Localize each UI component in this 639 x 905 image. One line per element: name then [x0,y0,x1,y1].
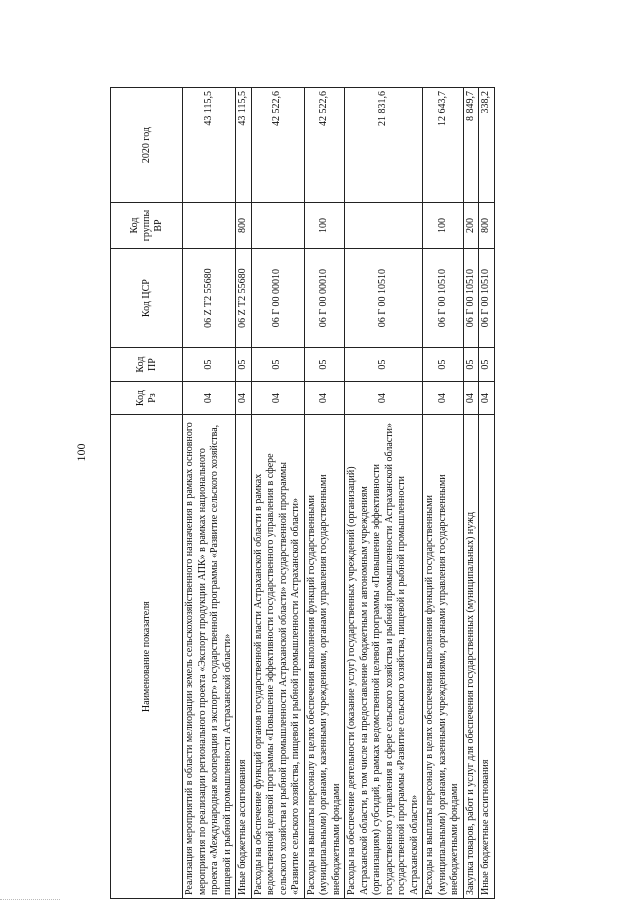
header-pr: Код ПР [111,348,183,382]
cell-name: Закупка товаров, работ и услуг для обеспечения государственных (муниципальных) нужд [463,415,479,899]
cell-name: Иные бюджетные ассигнования [236,415,252,899]
cell-pr: 05 [423,348,464,382]
table-row [479,88,495,899]
cell-csr: 06 Г 00 00010 [304,248,345,347]
cell-rz: 04 [304,381,345,415]
cell-name: Расходы на обеспечение деятельности (оказание услуг) государственных учреждений (организаций) Астраханской области, в том числе на предоставление бюджетным и автономным учреждениям (организациям) субсидий, в рамках ведомственной целевой программы «Повышение эффективности государственного управления в сфере сельского хозяйства и рыбной промышленности Астраханской области» государственной программы «Развитие сельского хозяйства, пищевой и рыбной промышленности Астраханской области» [345,415,423,899]
table-row [423,88,464,899]
page-number: 100 [74,443,88,462]
cell-vr: 100 [423,203,464,249]
cell-vr: 100 [304,203,345,249]
cell-sum: 43 115,5 [236,88,252,203]
cell-rz: 04 [463,381,479,415]
cell-csr: 06 Z T2 55680 [236,248,252,347]
cell-name: Реализация мероприятий в области мелиорации земель сельскохозяйственного назначения в рамках основного мероприятия по реализации регионального проекта «Экспорт продукции АПК» в рамках национального проекта «Международная кооперация и экспорт» государственной программы «Развитие сельского хозяйства, пищевой и рыбной промышленности Астраханской области» [183,415,236,899]
cell-pr: 05 [345,348,423,382]
table-header-row [111,88,183,899]
cell-name: Расходы на выплаты персоналу в целях обеспечения выполнения функций государственными (муниципальными) органами, казенными учреждениями, органами управления государственными внебюджетными фондами [423,415,464,899]
cell-csr: 06 Г 00 10510 [479,248,495,347]
cell-sum: 8 849,7 [463,88,479,203]
cell-rz: 04 [479,381,495,415]
cell-vr: 800 [236,203,252,249]
cell-csr: 06 Г 00 10510 [463,248,479,347]
table-row [251,88,304,899]
cell-pr: 05 [304,348,345,382]
header-csr: Код ЦСР [111,248,183,347]
cell-pr: 05 [479,348,495,382]
cell-vr [345,203,423,249]
budget-table [110,87,495,899]
cell-sum: 42 522,6 [251,88,304,203]
table-row [345,88,423,899]
cell-rz: 04 [423,381,464,415]
cell-csr: 06 Г 00 00010 [251,248,304,347]
header-sum: 2020 год [111,88,183,203]
cell-sum: 12 643,7 [423,88,464,203]
cell-rz: 04 [345,381,423,415]
cell-pr: 05 [251,348,304,382]
scan-artifact-line [0,899,60,901]
table-row [236,88,252,899]
header-rz: Код Рз [111,381,183,415]
table-row [183,88,236,899]
cell-csr: 06 Г 00 10510 [345,248,423,347]
table-row [463,88,479,899]
table-row [304,88,345,899]
cell-vr: 800 [479,203,495,249]
cell-rz: 04 [251,381,304,415]
cell-vr [251,203,304,249]
cell-sum: 21 831,6 [345,88,423,203]
cell-name: Расходы на выплаты персоналу в целях обеспечения выполнения функций государственными (муниципальными) органами, казенными учреждениями, органами управления государственными внебюджетными фондами [304,415,345,899]
cell-vr: 200 [463,203,479,249]
cell-sum: 338,2 [479,88,495,203]
cell-sum: 42 522,6 [304,88,345,203]
cell-vr [183,203,236,249]
cell-sum: 43 115,5 [183,88,236,203]
cell-name: Расходы на обеспечение функций органов государственной власти Астраханской области в рамках ведомственной целевой программы «Повышение эффективности государственного управления в сфере сельского хозяйства и рыбной промышленности Астраханской области» государственной программы «Развитие сельского хозяйства, пищевой и рыбной промышленности Астраханской области» [251,415,304,899]
cell-pr: 05 [183,348,236,382]
header-name: Наименование показателя [111,415,183,899]
cell-rz: 04 [183,381,236,415]
cell-rz: 04 [236,381,252,415]
cell-pr: 05 [463,348,479,382]
cell-pr: 05 [236,348,252,382]
header-vr: Код группы ВР [111,203,183,249]
cell-name: Иные бюджетные ассигнования [479,415,495,899]
cell-csr: 06 Г 00 10510 [423,248,464,347]
cell-csr: 06 Z T2 55680 [183,248,236,347]
